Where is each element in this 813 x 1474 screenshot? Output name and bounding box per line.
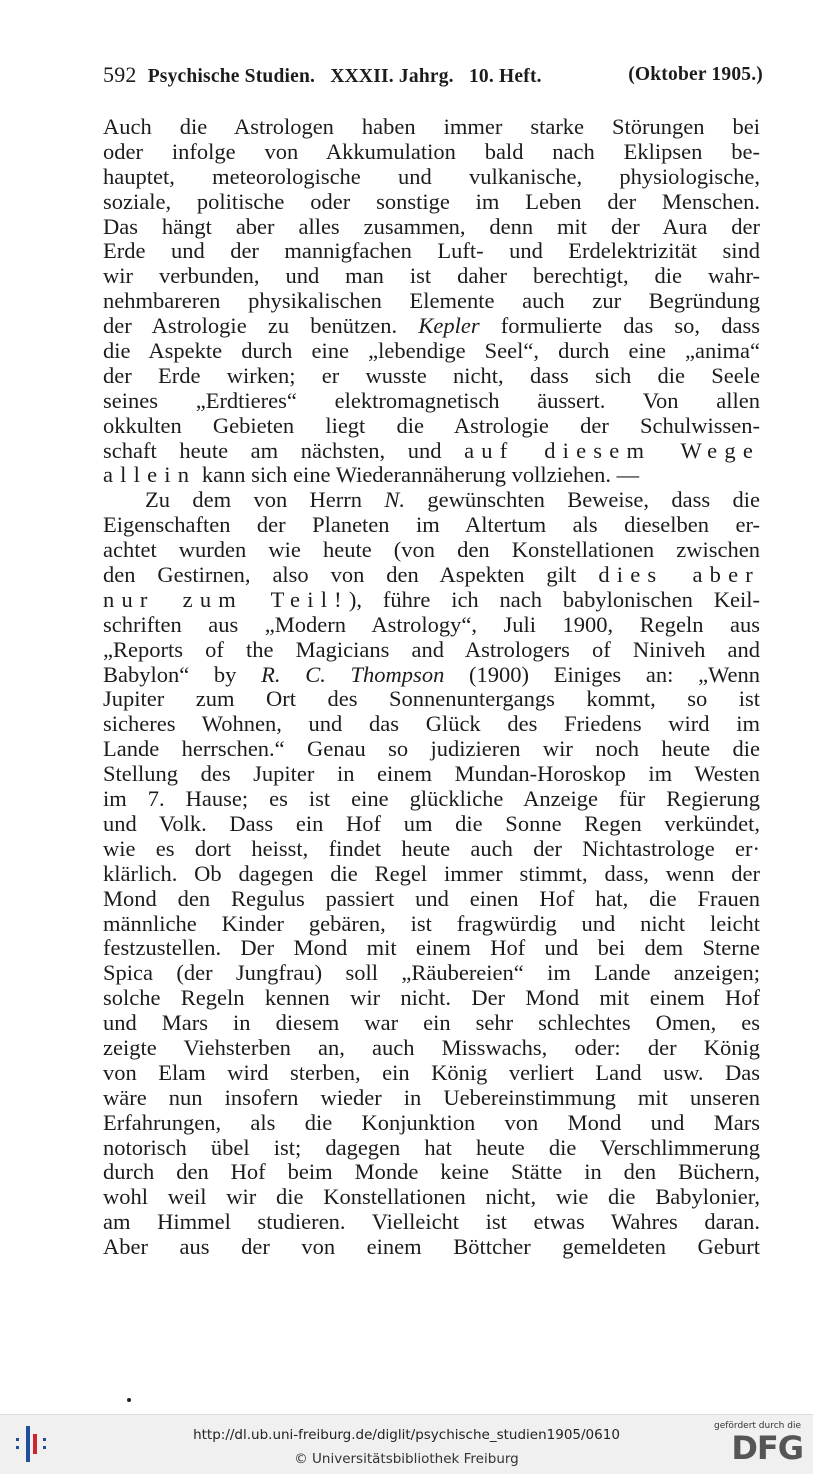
emphasis-spaced: auf diesem Wege [464, 438, 760, 463]
text-line: wohl weil wir die Konstellationen nicht, wie die Babylonier, [103, 1185, 760, 1210]
text-line: Zu dem von Herrn N. gewünschten Beweise, dass die [145, 488, 760, 513]
copyright-notice: © Universitätsbibliothek Freiburg [294, 1451, 519, 1467]
text-line: durch den Hof beim Monde keine Stätte in den Büchern, [103, 1160, 760, 1185]
issue-label: 10. Heft. [468, 66, 542, 87]
journal-title: Psychische Studien. [147, 66, 316, 87]
text-line: und Volk. Dass ein Hof um die Sonne Regen verkündet, [103, 811, 760, 836]
text-line: männliche Kinder gebären, ist fragwürdig und nicht leicht [103, 911, 760, 936]
text-line: und Mars in diesem war ein sehr schlechtes Omen, es [103, 1011, 760, 1036]
text-line: Mond den Regulus passiert und einen Hof hat, die Frauen [103, 886, 760, 911]
text-line: hauptet, meteorologische und vulkanische, physiologische, [103, 164, 760, 189]
text-line: seines „Erdtieres“ elektromagnetisch äussert. Von allen [103, 388, 760, 413]
text-line: Erfahrungen, als die Konjunktion von Mond und Mars [103, 1110, 760, 1135]
text-line: am Himmel studieren. Vielleicht ist etwas Wahres daran. [103, 1210, 760, 1235]
text-line: nur zum Teil!), führe ich nach babylonischen Keil- [103, 587, 760, 612]
text-line: notorisch übel ist; dagegen hat heute die Verschlimmerung [103, 1135, 760, 1160]
dfg-caption: gefördert durch die [714, 1421, 801, 1431]
text-line: oder infolge von Akkumulation bald nach Eklipsen be- [103, 139, 760, 164]
text-line: festzustellen. Der Mond mit einem Hof und bei dem Sterne [103, 936, 760, 961]
text-line: solche Regeln kennen wir nicht. Der Mond mit einem Hof [103, 986, 760, 1011]
author-name-kepler: Kepler [418, 314, 480, 339]
text-line: wäre nun insofern wieder in Uebereinstimmung mit unseren [103, 1085, 760, 1110]
text-line: Babylon“ by R. C. Thompson (1900) Einiges an: „Wenn [103, 662, 760, 687]
ub-freiburg-logo-icon [10, 1422, 54, 1466]
emphasis-spaced: allein [103, 463, 197, 488]
dfg-logo: DFG [731, 1429, 803, 1467]
text-line: allein kann sich eine Wiederannäherung vollziehen. — [103, 463, 640, 488]
emphasis-spaced: dies aber [598, 563, 760, 588]
text-line: achtet wurden wie heute (von den Konstellationen zwischen [103, 538, 760, 563]
text-line: klärlich. Ob dagegen die Regel immer stimmt, dass, wenn der [103, 861, 760, 886]
text-line: die Aspekte durch eine „lebendige Seel“, durch eine „anima“ [103, 339, 760, 364]
running-head [103, 60, 763, 90]
text-line: Jupiter zum Ort des Sonnenuntergangs kommt, so ist [103, 687, 760, 712]
text-line: im 7. Hause; es ist eine glückliche Anzeige für Regierung [103, 787, 760, 812]
text-line: der Erde wirken; er wusste nicht, dass sich die Seele [103, 363, 760, 388]
text-line: Erde und der mannigfachen Luft- und Erdelektrizität sind [103, 239, 760, 264]
text-line: der Astrologie zu benützen. Kepler formulierte das so, dass [103, 314, 760, 339]
text-line: Eigenschaften der Planeten im Altertum als dieselben er- [103, 513, 760, 538]
issue-date: (Oktober 1905.) [628, 64, 763, 85]
text-line: Aber aus der von einem Böttcher gemeldeten Geburt [103, 1235, 760, 1260]
permalink-url[interactable]: http://dl.ub.uni-freiburg.de/diglit/psychische_studien1905/0610 [193, 1427, 620, 1443]
author-name-n: N. [384, 488, 406, 513]
text-line: sicheres Wohnen, und das Glück des Friedens wird im [103, 712, 760, 737]
text-line: Stellung des Jupiter in einem Mundan-Horoskop im Westen [103, 762, 760, 787]
text-line: wie es dort heisst, findet heute auch der Nichtastrologe er· [103, 836, 760, 861]
volume-label: XXXII. Jahrg. [330, 66, 454, 87]
scan-speck [127, 1398, 131, 1402]
text-line: schriften aus „Modern Astrology“, Juli 1900, Regeln aus [103, 612, 760, 637]
text-line: Lande herrschen.“ Genau so judizieren wir noch heute die [103, 737, 760, 762]
text-line: „Reports of the Magicians and Astrologers of Niniveh and [103, 637, 760, 662]
text-line: Das hängt aber alles zusammen, denn mit der Aura der [103, 214, 760, 239]
text-line: nehmbareren physikalischen Elemente auch zur Begründung [103, 289, 760, 314]
text-line: schaft heute am nächsten, und auf diesem Wege [103, 438, 760, 463]
emphasis-spaced: nur zum Teil! [103, 587, 349, 612]
viewer-footer [0, 1414, 813, 1474]
text-line: wir verbunden, und man ist daher berechtigt, die wahr- [103, 264, 760, 289]
body-text [103, 115, 760, 1260]
text-line: zeigte Viehsterben an, auch Misswachs, oder: der König [103, 1035, 760, 1060]
text-line: von Elam wird sterben, ein König verliert Land usw. Das [103, 1060, 760, 1085]
page-number: 592 [103, 62, 137, 87]
text-line: okkulten Gebieten liegt die Astrologie der Schulwissen- [103, 413, 760, 438]
text-line: Auch die Astrologen haben immer starke Störungen bei [103, 115, 760, 139]
text-line: den Gestirnen, also von den Aspekten gilt dies aber [103, 563, 760, 588]
author-name-thompson: R. C. Thompson [261, 662, 445, 687]
text-line: Spica (der Jungfrau) soll „Räubereien“ im Lande anzeigen; [103, 961, 760, 986]
text-line: soziale, politische oder sonstige im Leben der Menschen. [103, 189, 760, 214]
